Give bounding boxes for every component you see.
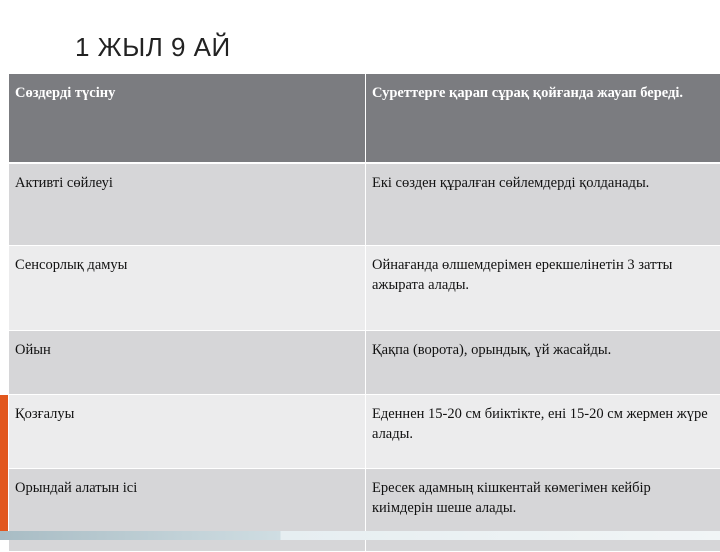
row-description: Еденнен 15-20 см биіктікте, ені 15-20 см жермен жүре алады. [366, 395, 720, 469]
development-table [8, 73, 720, 552]
row-description: Екі сөзден құралған сөйлемдерді қолданады. [366, 163, 720, 246]
row-label: Сенсорлық дамуы [9, 246, 366, 331]
table-header-row [9, 74, 720, 164]
row-description: Қақпа (ворота), орындық, үй жасайды. [366, 331, 720, 395]
row-label: Ойын [9, 331, 366, 395]
row-label: Қозғалуы [9, 395, 366, 469]
header-cell-description: Суреттерге қарап сұрақ қойғанда жауап береді. [366, 74, 720, 164]
row-description: Ересек адамның кішкентай көмегімен кейбір киімдерін шеше алады. [366, 469, 720, 552]
left-accent-bar [0, 395, 8, 540]
table-row [9, 246, 720, 331]
slide-title: 1 ЖЫЛ 9 АЙ [75, 32, 231, 63]
table-row [9, 395, 720, 469]
header-cell-skill: Сөздерді түсіну [9, 74, 366, 164]
table-row [9, 331, 720, 395]
row-label: Активті сөйлеуі [9, 163, 366, 246]
row-description: Ойнағанда өлшемдерімен ерекшелінетін 3 затты ажырата алады. [366, 246, 720, 331]
table-row [9, 163, 720, 246]
row-label: Орындай алатын ісі [9, 469, 366, 552]
bottom-decorative-strip [0, 531, 720, 540]
